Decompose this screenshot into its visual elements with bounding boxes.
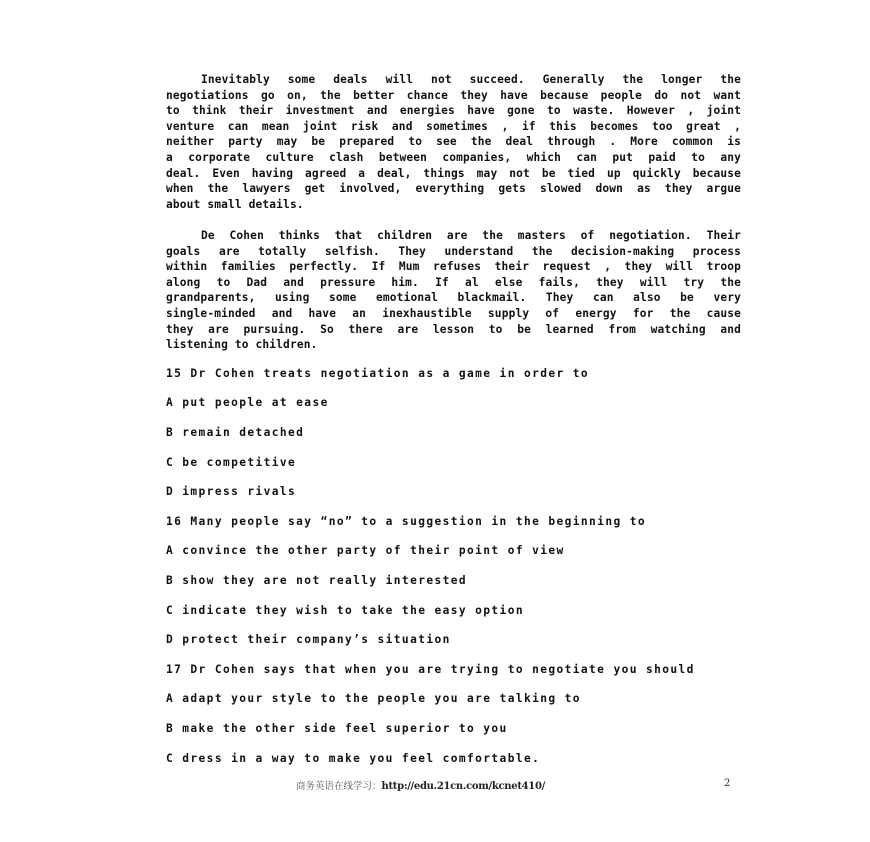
question-15-option-a: A put people at ease	[166, 396, 329, 409]
page-number: 2	[724, 778, 731, 789]
paragraph-line: to think their investment and energies have gone to waste. However , joint	[166, 104, 741, 118]
question-17-option-b: B make the other side feel superior to you	[166, 722, 508, 735]
paragraph-line: De Cohen thinks that children are the masters of negotiation. Their	[201, 229, 741, 242]
paragraph-line: about small details.	[166, 197, 304, 211]
page-footer	[296, 778, 545, 792]
paragraph-line: along to Dad and pressure him. If al else fails, they will try the	[166, 275, 741, 289]
question-15-stem: 15 Dr Cohen treats negotiation as a game in order to	[166, 367, 590, 380]
paragraph-line: single-minded and have an inexhaustible supply of energy for the cause	[166, 306, 741, 320]
footer-url-link[interactable]: http://edu.21cn.com/kcnet410/	[381, 781, 545, 792]
paragraph-line: negotiations go on, the better chance they have because people do not want	[166, 88, 741, 102]
paragraph-line: a corporate culture clash between companies, which can put paid to any	[166, 150, 741, 164]
paragraph-line: deal. Even having agreed a deal, things may not be tied up quickly because	[166, 166, 741, 180]
footer-label: 商务英语在线学习：	[296, 781, 382, 792]
question-16-stem: 16 Many people say “no” to a suggestion in the beginning to	[166, 515, 646, 528]
question-15-option-d: D impress rivals	[166, 485, 297, 498]
paragraph-line: venture can mean joint risk and sometimes , if this becomes too great ,	[166, 119, 741, 133]
question-16-option-b: B show they are not really interested	[166, 574, 468, 587]
paragraph-line: they are pursuing. So there are lesson to be learned from watching and	[166, 322, 741, 336]
question-16-option-d: D protect their company’s situation	[166, 633, 451, 646]
question-17-option-c: C dress in a way to make you feel comfortable.	[166, 752, 541, 765]
paragraph-children	[131, 228, 741, 353]
paragraph-line: neither party may be prepared to see the deal through . More common is	[166, 135, 741, 149]
paragraph-line: when the lawyers get involved, everything gets slowed down as they argue	[166, 182, 741, 196]
paragraph-line: grandparents, using some emotional blackmail. They can also be very	[166, 291, 741, 305]
paragraph-line: Inevitably some deals will not succeed. Generally the longer the	[201, 73, 741, 86]
paragraph-deals	[131, 72, 741, 212]
question-17-option-a: A adapt your style to the people you are talking to	[166, 692, 581, 705]
question-16-option-c: C indicate they wish to take the easy option	[166, 604, 524, 617]
question-15-option-b: B remain detached	[166, 426, 305, 439]
question-16-option-a: A convince the other party of their point of view	[166, 544, 565, 557]
question-17-stem: 17 Dr Cohen says that when you are trying to negotiate you should	[166, 663, 695, 676]
paragraph-line: goals are totally selfish. They understand the decision-making process	[166, 244, 741, 258]
paragraph-line: listening to children.	[166, 338, 318, 352]
question-15-option-c: C be competitive	[166, 456, 297, 469]
paragraph-line: within families perfectly. If Mum refuses their request , they will troop	[166, 260, 741, 274]
